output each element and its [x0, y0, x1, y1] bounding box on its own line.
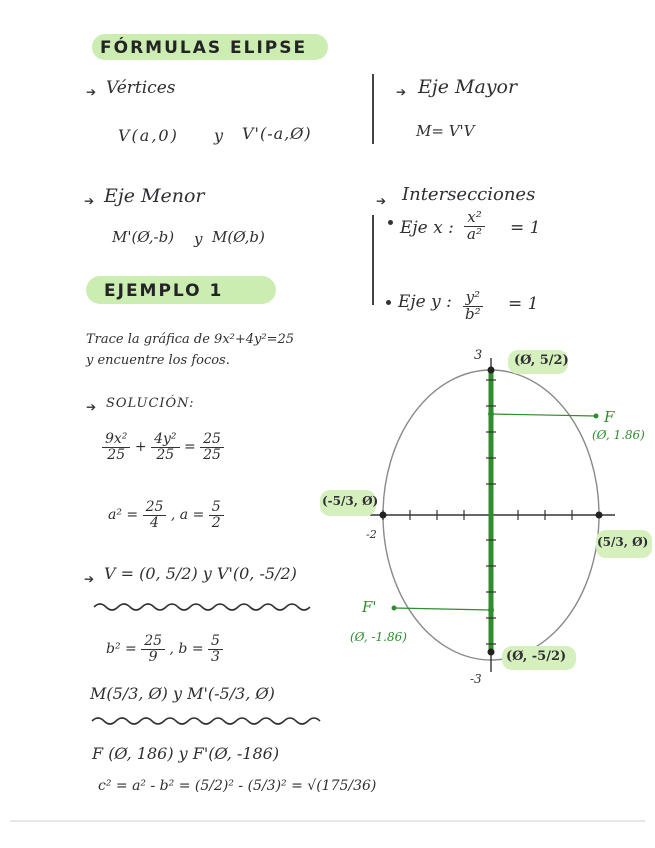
equation-normalized	[102, 432, 224, 462]
graph-right-point-label: (5/3, Ø)	[597, 535, 649, 549]
graph-left-point-label: (-5/3, Ø)	[322, 494, 379, 508]
eq1-den1: 25	[107, 446, 126, 463]
graph-y-top-tick: 3	[474, 348, 483, 363]
arrow-icon: ➔	[86, 85, 97, 99]
b2-den: 9	[148, 648, 158, 665]
arrow-icon: ➔	[376, 194, 387, 208]
arrow-icon: ➔	[84, 194, 95, 208]
co-vertices-result: M(5/3, Ø) y M'(-5/3, Ø)	[90, 684, 275, 703]
b2-num: 25	[141, 634, 165, 650]
arrow-icon: ➔	[86, 400, 97, 414]
vertex-bottom-point	[488, 649, 495, 656]
wavy-underline-1	[92, 600, 322, 614]
eje-menor-heading: Eje Menor	[104, 185, 205, 207]
vertex-v: V(a,0)	[118, 126, 179, 145]
bullet-dot-icon	[386, 300, 391, 305]
focus-bottom-dot-icon	[392, 606, 397, 611]
vertices-connector: y	[214, 126, 224, 145]
a-squared-line	[108, 500, 224, 530]
eq1-den3: 25	[203, 446, 221, 463]
eq1-num1: 9x²	[102, 432, 130, 448]
eje-y-label: Eje y :	[398, 292, 452, 312]
a2-den: 4	[150, 514, 159, 531]
eje-x-den: a²	[467, 224, 482, 243]
vertices-result: V = (0, 5/2) y V'(0, -5/2)	[104, 564, 297, 583]
a2-num: 25	[143, 500, 167, 516]
eje-x-label: Eje x :	[400, 218, 454, 238]
co-vertex-left-point	[380, 512, 387, 519]
foci-result: F (Ø, 186) y F'(Ø, -186)	[92, 744, 280, 763]
bullet-dot-icon	[388, 220, 393, 225]
eq1-plus: +	[134, 439, 147, 456]
prompt-line-1: Trace la gráfica de 9x²+4y²=25	[86, 332, 295, 347]
c-squared-line: c² = a² - b² = (5/2)² - (5/3)² = √(175/36)	[98, 778, 377, 794]
a2-lhs: a² =	[108, 507, 139, 524]
b-den: 3	[211, 648, 220, 665]
eje-y-num: y²	[463, 290, 484, 307]
eje-y-rhs: = 1	[508, 294, 539, 314]
graph-focus-bottom-label: F'	[362, 598, 377, 616]
focus-top-dot-icon	[594, 414, 599, 419]
co-vertex-m-prime: M'(Ø,-b)	[112, 228, 175, 246]
eje-y-den: b²	[465, 304, 481, 323]
graph-y-bottom-tick: -3	[470, 672, 482, 686]
a-num: 5	[209, 500, 224, 516]
graph-bottom-point-label: (Ø, -5/2)	[506, 649, 567, 664]
a-den: 2	[211, 514, 221, 531]
vertex-v-prime: V'(-a,Ø)	[242, 124, 312, 143]
graph-top-point-label: (Ø, 5/2)	[514, 353, 569, 368]
b2-lhs: b² =	[106, 641, 137, 658]
column-divider	[372, 215, 374, 305]
page-title: FÓRMULAS ELIPSE	[100, 38, 308, 58]
wavy-underline-2	[90, 714, 330, 728]
graph-focus-top-label: F	[604, 408, 615, 426]
solucion-label: SOLUCIÓN:	[106, 396, 195, 411]
prompt-line-2: y encuentre los focos.	[86, 353, 230, 368]
eje-menor-connector: y	[194, 230, 203, 248]
eq1-num3: 25	[200, 432, 224, 448]
intersecciones-heading: Intersecciones	[402, 184, 536, 205]
b-squared-line	[106, 634, 223, 664]
b-lhs: , b =	[169, 641, 204, 658]
paper-bottom	[0, 822, 655, 848]
ejemplo-title: EJEMPLO 1	[104, 281, 224, 301]
eq1-equals: =	[183, 439, 196, 456]
co-vertex-right-point	[596, 512, 603, 519]
focus-top-arrow	[491, 414, 596, 416]
column-divider	[372, 74, 374, 144]
eje-x-fraction	[464, 210, 485, 243]
eje-mayor-formula: M= V'V	[416, 122, 475, 140]
eq1-den2: 25	[156, 446, 175, 463]
b-num: 5	[208, 634, 223, 650]
graph-focus-bottom-coord: (Ø, -1.86)	[350, 630, 407, 644]
graph-focus-top-coord: (Ø, 1.86)	[592, 428, 645, 442]
eje-y-fraction	[462, 290, 484, 323]
vertices-heading: Vértices	[106, 78, 176, 98]
a-lhs: , a =	[170, 507, 205, 524]
arrow-icon: ➔	[84, 572, 95, 586]
vertex-top-point	[488, 367, 495, 374]
eje-mayor-heading: Eje Mayor	[418, 76, 518, 98]
graph-x-left-tick: -2	[366, 528, 377, 541]
eq1-num2: 4y²	[151, 432, 179, 448]
eje-x-num: x²	[464, 210, 484, 227]
co-vertex-m: M(Ø,b)	[212, 228, 265, 246]
eje-x-rhs: = 1	[510, 218, 541, 238]
arrow-icon: ➔	[396, 85, 407, 99]
